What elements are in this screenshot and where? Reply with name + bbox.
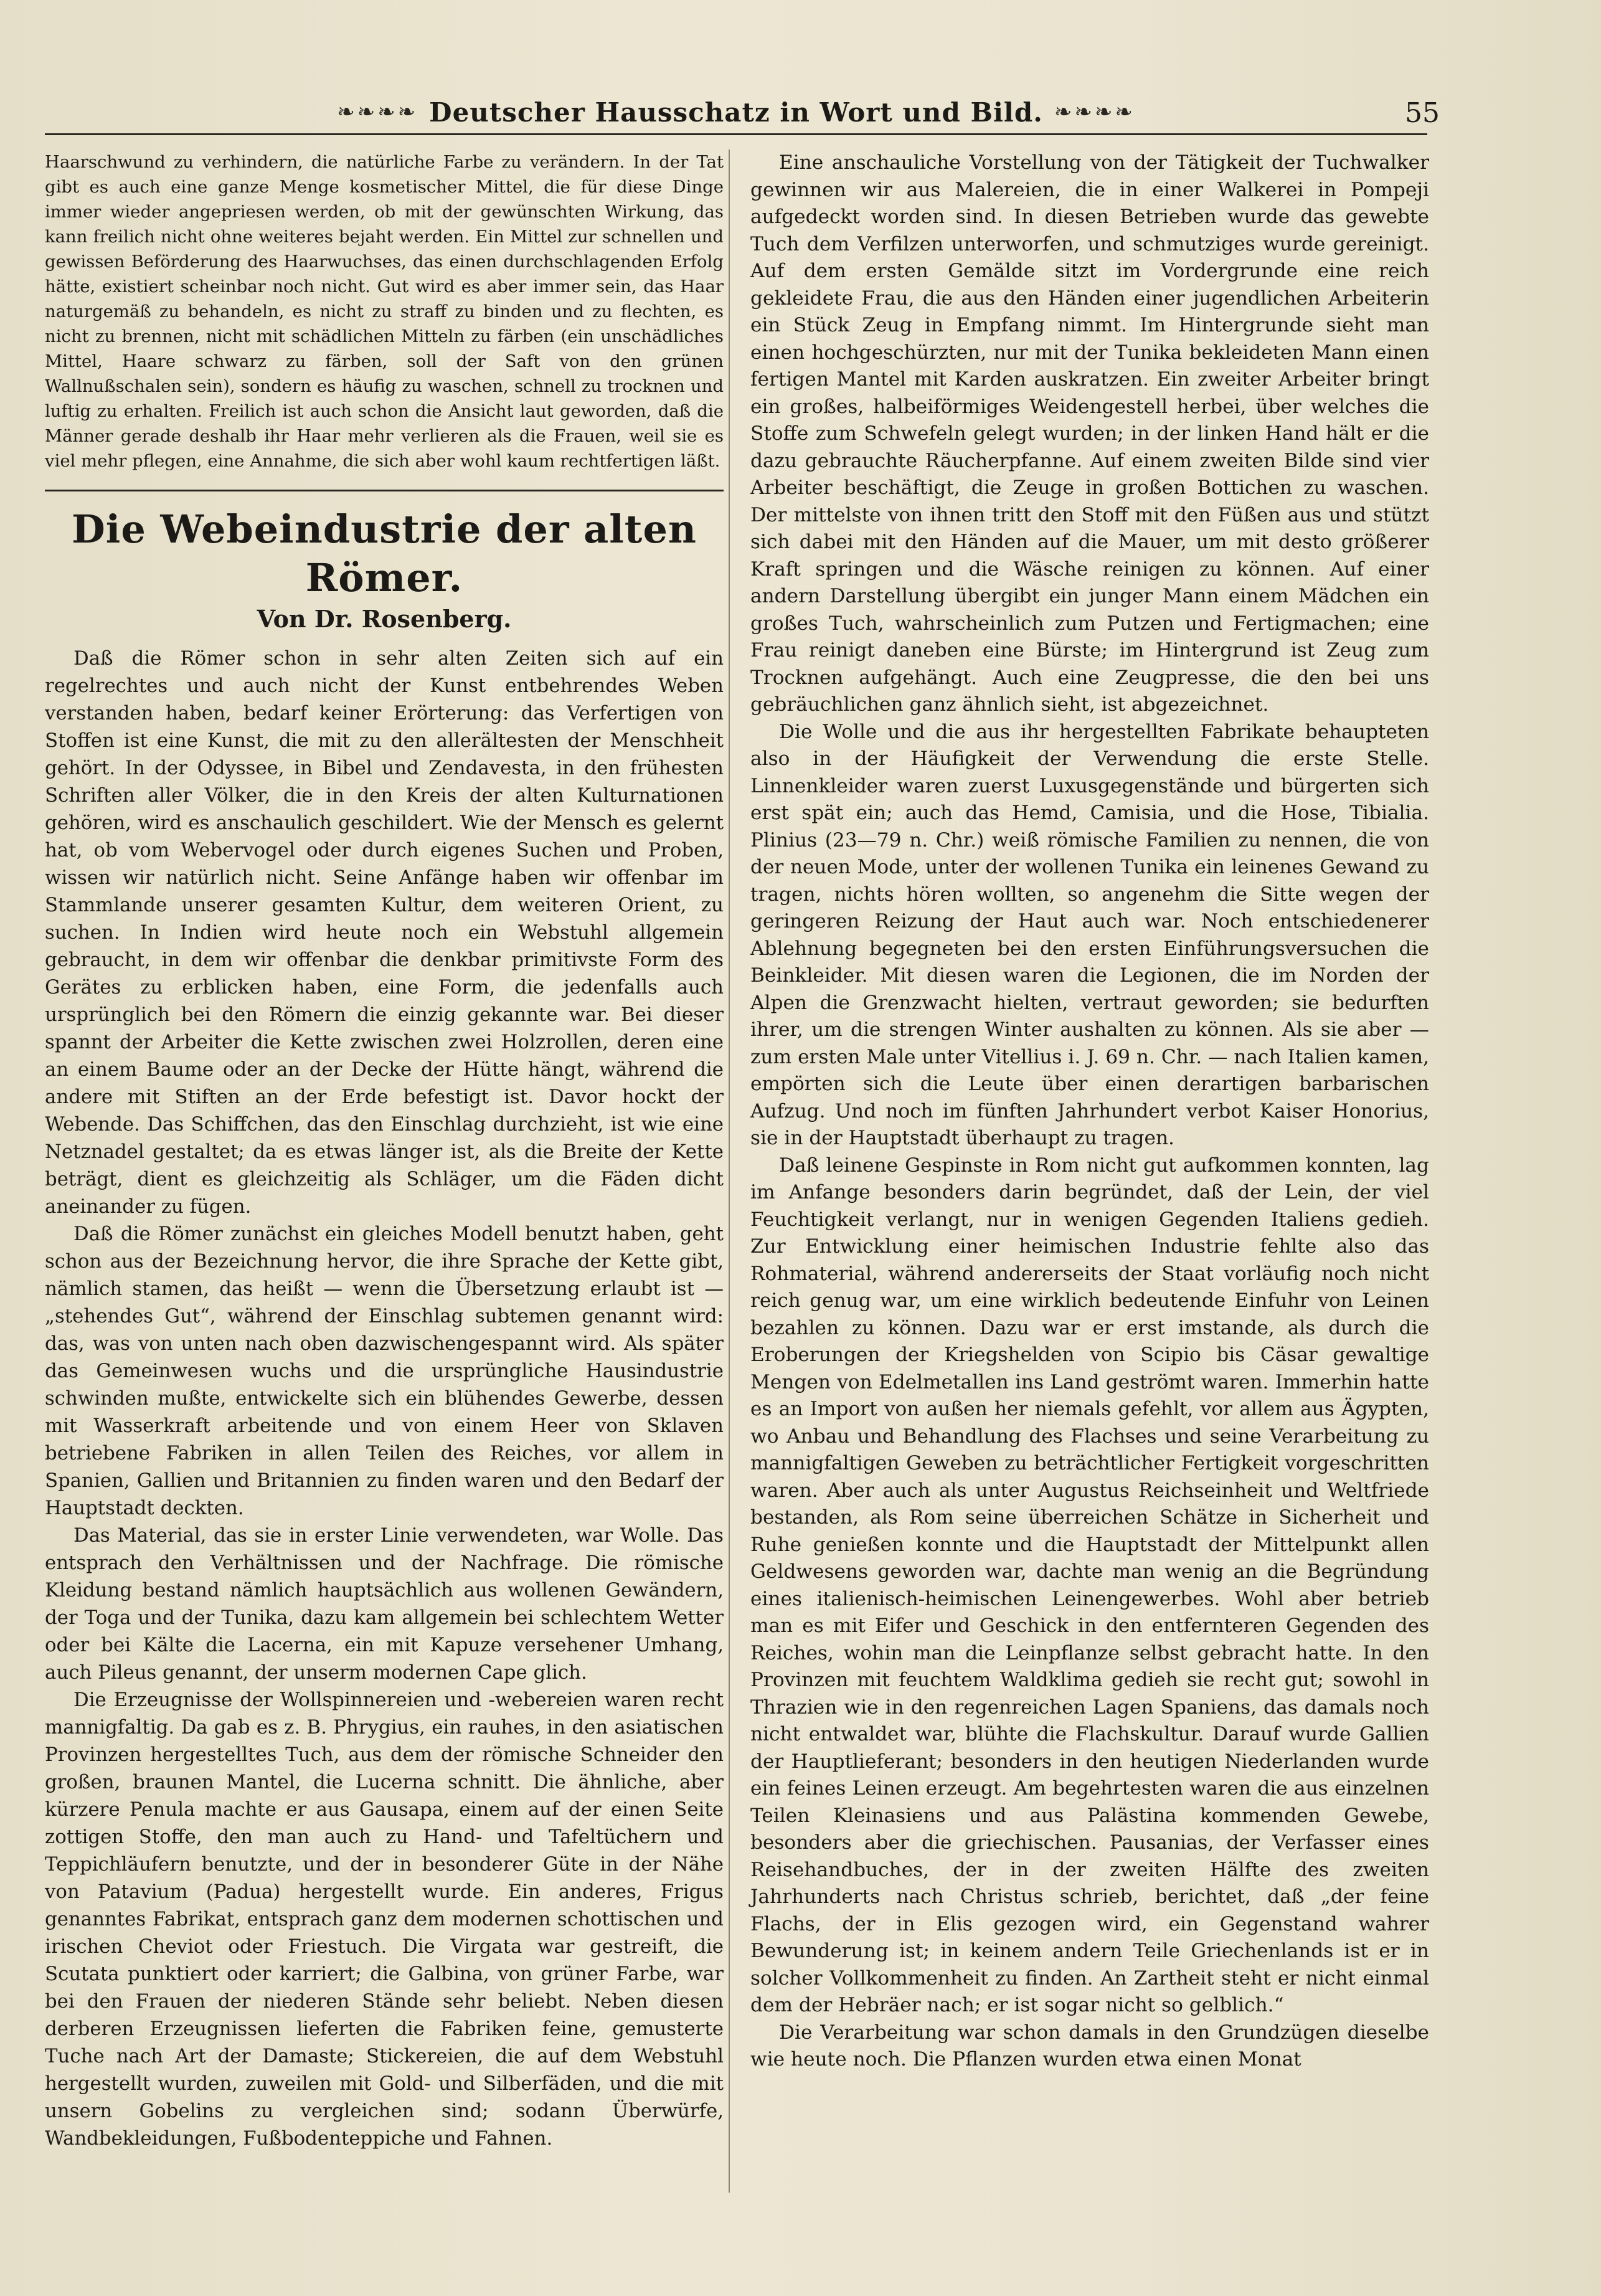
column-divider (729, 149, 730, 2193)
article-title: Die Webeindustrie der alten Römer. (72, 506, 697, 600)
section-rule (45, 490, 724, 491)
header-rule (45, 133, 1427, 135)
article-paragraph: Daß die Römer schon in sehr alten Zeiten sich auf ein regelrechtes und auch nicht der Kunst entbehrendes Weben verstanden haben, bedarf keiner Erörterung: das Verfertigen von Stoffen ist eine Kunst, die mit zu den allerältesten der Menschheit gehört. In der Odyssee, in Bibel und Zendavesta, in den frühesten Schriften aller Völker, die in den Kreis der alten Kulturnationen gehören, wird es anschaulich geschildert. Wie der Mensch es gelernt hat, ob vom Webervogel oder durch eigenes Suchen und Proben, wissen wir natürlich nicht. Seine Anfänge haben wir offenbar im Stammlande unserer gesamten Kultur, dem weiteren Orient, zu suchen. In Indien wird heute noch ein Webstuhl allgemein gebraucht, in dem wir offenbar die denkbar primitivste Form des Gerätes zu erblicken haben, eine Form, die jedenfalls auch ursprünglich bei den Römern die einzig gekannte war. Bei dieser spannt der Arbeiter die Kette zwischen zwei Holzrollen, deren eine an einem Baume oder an der Decke der Hütte hängt, während die andere mit Stiften an der Erde befestigt ist. Davor hockt der Webende. Das Schiffchen, das den Einschlag durchzieht, ist wie eine Netznadel gestaltet; da es etwas länger ist, als die Breite der Kette beträgt, dient es gleichzeitig als Schläger, um die Fäden dicht aneinander zu fügen. (45, 647, 724, 1218)
ornament-right: ❧❧❧❧ (1054, 100, 1135, 125)
article-paragraph: Daß die Römer zunächst ein gleiches Modell benutzt haben, geht schon aus der Bezeichnung hervor, die ihre Sprache der Kette gibt, nämlich stamen, das heißt — wenn die Übersetzung erlaubt ist — „stehendes Gut“, während der Einschlag subtemen genannt wird: das, was von unten nach oben dazwischengespannt wird. Als später das Gemeinwesen wuchs und die ursprüngliche Hausindustrie schwinden mußte, entwickelte sich ein blühendes Gewerbe, dessen mit Wasserkraft arbeitende und von einem Heer von Sklaven betriebene Fabriken in allen Teilen des Reiches, vor allem in Spanien, Gallien und Britannien zu finden waren und den Bedarf der Hauptstadt deckten. (45, 1223, 724, 1519)
page-header (45, 87, 1440, 137)
article-paragraph: Die Verarbeitung war schon damals in den Grundzügen dieselbe wie heute noch. Die Pflanzen wurden etwa einen Monat (750, 2021, 1429, 2071)
article-paragraph: Das Material, das sie in erster Linie verwendeten, war Wolle. Das entsprach den Verhältnissen und der Nachfrage. Die römische Kleidung bestand nämlich hauptsächlich aus wollenen Gewändern, der Toga und der Tunika, dazu kam allgemein bei schlechtem Wetter oder bei Kälte die Lacerna, ein mit Kapuze versehener Umhang, auch Pileus genannt, der unserm modernen Cape glich. (45, 1524, 724, 1684)
article-paragraph: Die Erzeugnisse der Wollspinnereien und -webereien waren recht mannigfaltig. Da gab es z. B. Phrygius, ein rauhes, in den asiatischen Provinzen hergestelltes Tuch, aus dem der römische Schneider den großen, braunen Mantel, die Lucerna schnitt. Die ähnliche, aber kürzere Penula machte er aus Gausapa, einem auf der einen Seite zottigen Stoffe, den man auch zu Hand- und Tafeltüchern und Teppichläufern benutzte, und der in besonderer Güte in der Nähe von Patavium (Padua) hergestellt wurde. Ein anderes, Frigus genanntes Fabrikat, entsprach ganz dem modernen schottischen und irischen Cheviot oder Friestuch. Die Virgata war gestreift, die Scutata punktiert oder karriert; die Galbina, von grüner Farbe, war bei den Frauen der niederen Stände sehr beliebt. Neben diesen derberen Erzeugnissen lieferten die Fabriken feine, gemusterte Tuche nach Art der Damaste; Stickereien, die auf dem Webstuhl hergestellt wurden, zuweilen mit Gold- und Silberfäden, und die mit unsern Gobelins zu vergleichen sind; sodann Überwürfe, Wandbekleidungen, Fußbodenteppiche und Fahnen. (45, 1689, 724, 2150)
right-column (750, 149, 1429, 2074)
intro-paragraph: Haarschwund zu verhindern, die natürliche Farbe zu verändern. In der Tat gibt es auch eine ganze Menge kosmetischer Mittel, die für diese Dinge immer wieder angepriesen werden, ob mit der gewünschten Wirkung, das kann freilich nicht ohne weiteres bejaht werden. Ein Mittel zur schnellen und gewissen Beförderung des Haarwuchses, das einen durchschlagenden Erfolg hätte, existiert scheinbar noch nicht. Gut wird es aber immer sein, das Haar naturgemäß zu behandeln, es nicht zu straff zu binden und zu flechten, es nicht zu brennen, nicht mit schädlichen Mitteln zu färben (ein unschädliches Mittel, Haare schwarz zu färben, soll der Saft von den grünen Wallnußschalen sein), sondern es häufig zu waschen, schnell zu trocknen und luftig zu erhalten. Freilich ist auch schon die Ansicht laut geworden, daß die Männer gerade deshalb ihr Haar mehr verlieren als die Frauen, weil sie es viel mehr pflegen, eine Annahme, die sich aber wohl kaum rechtfertigen läßt. (45, 152, 724, 471)
publication-title: Deutscher Hausschatz in Wort und Bild. (429, 97, 1043, 128)
ornament-left: ❧❧❧❧ (337, 100, 418, 125)
page-number: 55 (1405, 97, 1440, 129)
article-body-left (45, 645, 724, 2152)
left-column (45, 149, 724, 2152)
article-paragraph: Die Wolle und die aus ihr hergestellten Fabrikate behaupteten also in der Häufigkeit der Verwendung die erste Stelle. Linnenkleider waren zuerst Luxusgegenstände und bürgerten sich erst spät ein; auch das Hemd, Camisia, und die Hose, Tibialia. Plinius (23—79 n. Chr.) weiß römische Familien zu nennen, die von der neuen Mode, unter der wollenen Tunika ein leinenes Gewand zu tragen, nichts hören wollten, so angenehm die Sitte wegen der geringeren Reizung der Haut auch war. Noch entschiedenerer Ablehnung begegneten bei den ersten Einführungsversuchen die Beinkleider. Mit diesen waren die Legionen, die im Norden der Alpen die Grenzwacht hielten, vertraut geworden; sie bedurften ihrer, um die strengen Winter aushalten zu können. Als sie aber — zum ersten Male unter Vitellius i. J. 69 n. Chr. — nach Italien kamen, empörten sich die Leute über einen derartigen barbarischen Aufzug. Und noch im fünften Jahrhundert verbot Kaiser Honorius, sie in der Hauptstadt überhaupt zu tragen. (750, 720, 1429, 1149)
intro-text (45, 149, 724, 473)
article-paragraph: Daß leinene Gespinste in Rom nicht gut aufkommen konnten, lag im Anfange besonders darin begründet, daß der Lein, der viel Feuchtigkeit verlangt, nur in wenigen Gegenden Italiens gedieh. Zur Entwicklung einer heimischen Industrie fehlte also das Rohmaterial, während andererseits der Staat vorläufig noch nicht reich genug war, um eine wirklich bedeutende Einfuhr von Leinen bezahlen zu können. Dazu war er erst imstande, als durch die Eroberungen der Kriegshelden von Scipio bis Cäsar gewaltige Mengen von Edelmetallen ins Land geströmt waren. Immerhin hatte es an Import von außen her niemals gefehlt, vor allem aus Ägypten, wo Anbau und Behandlung des Flachses und seine Verarbeitung zu mannigfaltigen Geweben zu beträchtlicher Fertigkeit vorgeschritten waren. Aber auch als unter Augustus Reichseinheit und Weltfriede bestanden, als Rom seine überreichen Schätze in Sicherheit und Ruhe genießen konnte und die Hauptstadt der Mittelpunkt allen Geldwesens geworden war, dachte man wenig an die Begründung eines italienisch-heimischen Leinengewerbes. Wohl aber betrieb man es mit Eifer und Geschick in den entfernteren Gegenden des Reiches, wohin man die Leinpflanze selbst gebracht hatte. In den Provinzen mit feuchtem Waldklima gedieh sie recht gut; sowohl in Thrazien wie in den regenreichen Lagen Spaniens, das damals noch nicht entwaldet war, blühte die Flachskultur. Darauf wurde Gallien der Hauptlieferant; besonders in den heutigen Niederlanden wurde ein feines Leinen erzeugt. Am begehrtesten waren die aus einzelnen Teilen Kleinasiens und aus Palästina kommenden Gewebe, besonders aber die griechischen. Pausanias, der Verfasser eines Reisehandbuches, der in der zweiten Hälfte des zweiten Jahrhunderts nach Christus schrieb, berichtet, daß „der feine Flachs, der in Elis gezogen wird, ein Gegenstand wahrer Bewunderung ist; in keinem andern Teile Griechenlands ist er in solcher Vollkommenheit zu finden. An Zartheit steht er nicht einmal dem der Hebräer nach; er ist sogar nicht so gelblich.“ (750, 1154, 1429, 2016)
article-paragraph: Eine anschauliche Vorstellung von der Tätigkeit der Tuchwalker gewinnen wir aus Malereien, die in einer Walkerei in Pompeji aufgedeckt worden sind. In diesen Betrieben wurde das gewebte Tuch dem Verfilzen unterworfen, und schmutziges wurde gereinigt. Auf dem ersten Gemälde sitzt im Vordergrunde eine reich gekleidete Frau, die aus den Händen einer jugendlichen Arbeiterin ein Stück Zeug in Empfang nimmt. Im Hintergrunde sieht man einen hochgeschürzten, nur mit der Tunika bekleideten Mann einen fertigen Mantel mit Karden auskratzen. Ein zweiter Arbeiter bringt ein großes, halbeiförmiges Weidengestell herbei, über welches die Stoffe zum Schwefeln gelegt wurden; in der linken Hand hält er die dazu gebrauchte Räucherpfanne. Auf einem zweiten Bilde sind vier Arbeiter beschäftigt, die Zeuge in großen Bottichen zu waschen. Der mittelste von ihnen tritt den Stoff mit den Füßen aus und stützt sich dabei mit den Händen auf die Mauer, um mit desto größerer Kraft springen und die Wäsche reinigen zu können. Auf einer andern Darstellung übergibt ein junger Mann einem Mädchen ein großes Tuch, wahrscheinlich zum Putzen und Fertigmachen; eine Frau reinigt daneben eine Bürste; im Hintergrund ist Zeug zum Trocknen aufgehängt. Auch eine Zeugpresse, die den bei uns gebräuchlichen ganz ähnlich sieht, ist abgezeichnet. (750, 151, 1429, 716)
article-byline: Von Dr. Rosenberg. (257, 605, 512, 633)
